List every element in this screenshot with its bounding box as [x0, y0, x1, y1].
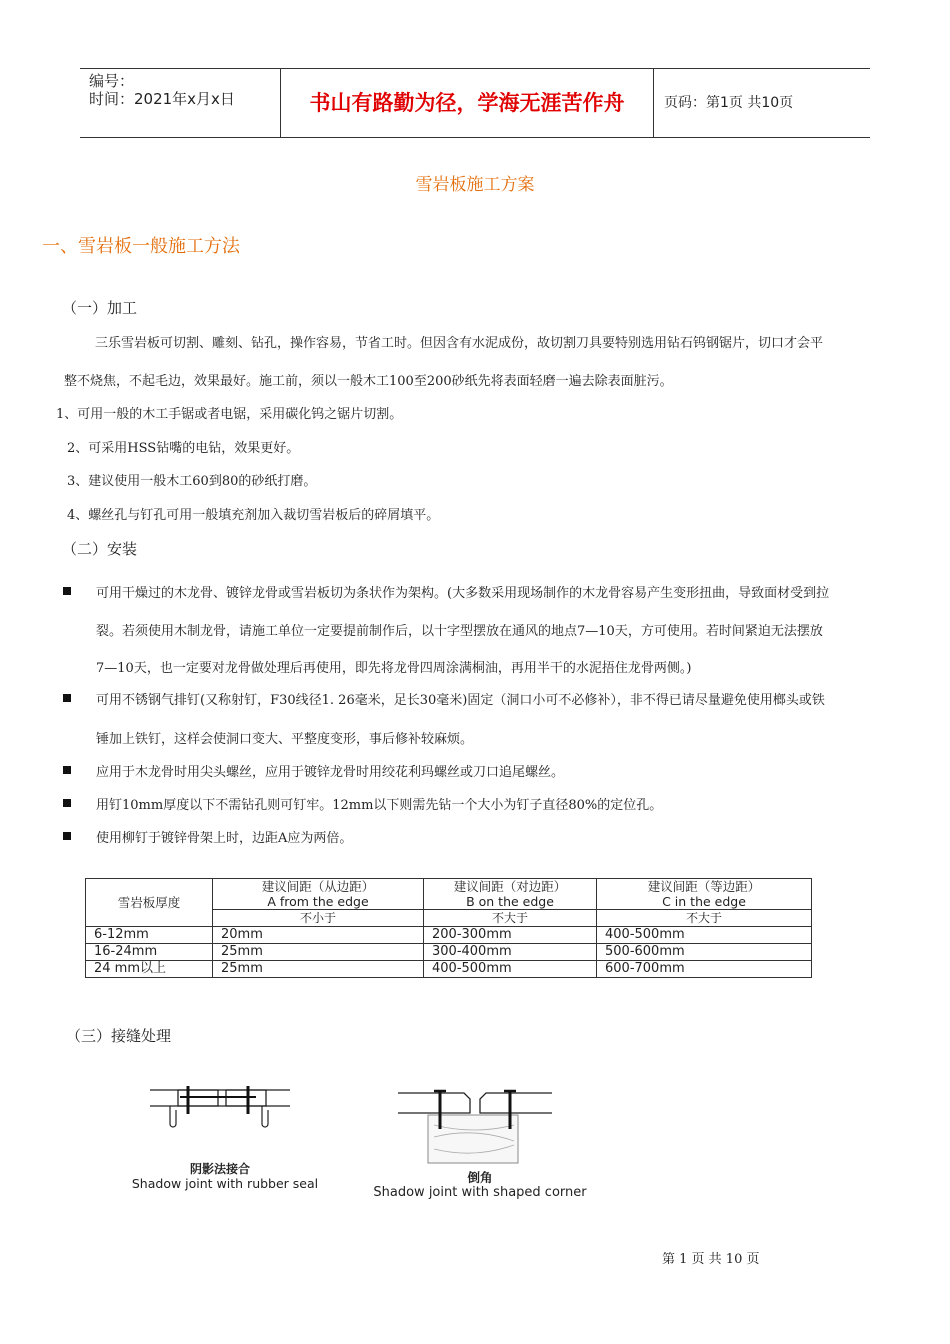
table-subheader: 不大于: [424, 910, 597, 927]
header-meta-cell: [80, 69, 281, 137]
table-header-b: [424, 879, 597, 910]
table-header-a-en: A from the edge: [267, 894, 369, 909]
install-bullet-line: 7—10天，也一定要对龙骨做处理后再使用，即先将龙骨四周涂满桐油，再用半干的水泥捂住龙骨两侧。): [96, 661, 692, 676]
table-row: [86, 927, 812, 944]
figure-caption-en: Shadow joint with rubber seal: [131, 1176, 319, 1191]
table-header-a-zh: 建议间距（从边距）: [261, 879, 375, 894]
page-header: [80, 68, 870, 138]
install-bullet-line: 裂。若须使用木制龙骨，请施工单位一定要提前制作后，以十字型摆放在通风的地点7—10天，方可使用。若时间紧迫无法摆放: [96, 624, 823, 639]
table-header-c-zh: 建议间距（等边距）: [647, 879, 761, 894]
table-header-thickness: 雪岩板厚度: [86, 879, 213, 927]
processing-intro-line-1: 三乐雪岩板可切割、雕刻、钻孔，操作容易，节省工时。但因含有水泥成份，故切割刀具要特别选用钻石钨钢锯片，切口才会平: [95, 336, 824, 351]
subsection-install-heading: （二）安装: [62, 540, 138, 558]
table-cell: 24 mm以上: [86, 961, 213, 978]
bullet-marker: [63, 799, 71, 807]
table-cell: 16-24mm: [86, 944, 213, 961]
table-cell: 200-300mm: [424, 927, 597, 944]
document-title: 雪岩板施工方案: [415, 175, 535, 195]
install-bullet-line: 锤加上铁钉，这样会使洞口变大、平整度变形，事后修补较麻烦。: [96, 732, 474, 747]
bullet-marker: [63, 832, 71, 840]
table-row: [86, 944, 812, 961]
table-subheader: 不大于: [597, 910, 812, 927]
subsection-processing-heading: （一）加工: [62, 299, 138, 317]
table-cell: 20mm: [213, 927, 424, 944]
processing-item: 3、建议使用一般木工60到80的砂纸打磨。: [67, 474, 317, 489]
table-cell: 500-600mm: [597, 944, 812, 961]
install-bullet-line: 可用干燥过的木龙骨、镀锌龙骨或雪岩板切为条状作为架构。(大多数采用现场制作的木龙骨容易产生变形扭曲，导致面材受到拉: [96, 586, 830, 601]
table-cell: 400-500mm: [424, 961, 597, 978]
page-footer: 第 1 页 共 10 页: [662, 1252, 760, 1267]
install-bullet-line: 可用不锈钢气排钉(又称射钉，F30线径1. 26毫米，足长30毫米)固定（洞口小可不必修补），非不得已请尽量避免使用榔头或铁: [96, 693, 825, 708]
bullet-marker: [63, 587, 71, 595]
bullet-marker: [63, 766, 71, 774]
table-subheader: 不小于: [213, 910, 424, 927]
processing-item: 2、可采用HSS钻嘴的电钻，效果更好。: [67, 441, 300, 456]
section-heading: 一、雪岩板一般施工方法: [42, 236, 240, 257]
shadow-joint-shaped-corner-diagram: [390, 1085, 560, 1165]
table-cell: 6-12mm: [86, 927, 213, 944]
subsection-joint-heading: （三）接缝处理: [66, 1027, 172, 1045]
table-cell: 600-700mm: [597, 961, 812, 978]
table-cell: 25mm: [213, 944, 424, 961]
header-motto: 书山有路勤为径，学海无涯苦作舟: [281, 69, 654, 137]
table-header-b-zh: 建议间距（对边距）: [453, 879, 567, 894]
figure-caption-zh: 阴影法接合: [189, 1162, 250, 1176]
table-header-c: [597, 879, 812, 910]
number-label: 编号：: [89, 72, 135, 90]
table-header-a: [213, 879, 424, 910]
install-bullet-line: 使用柳钉于镀锌骨架上时，边距A应为两倍。: [96, 831, 353, 846]
shadow-joint-rubber-seal-diagram: [140, 1080, 300, 1140]
bullet-marker: [63, 694, 71, 702]
spacing-table: [85, 878, 812, 978]
processing-intro-line-2: 整不烧焦，不起毛边，效果最好。施工前，须以一般木工100至200砂纸先将表面轻磨一遍去除表面脏污。: [64, 374, 673, 389]
figure-caption-en: Shadow joint with shaped corner: [373, 1185, 587, 1200]
table-cell: 300-400mm: [424, 944, 597, 961]
figure-caption-zh: 倒角: [467, 1170, 493, 1185]
install-bullet-line: 用钉10mm厚度以下不需钻孔则可钉牢。12mm以下则需先钻一个大小为钉子直径80%的定位孔。: [96, 798, 663, 813]
install-bullet-line: 应用于木龙骨时用尖头螺丝，应用于镀锌龙骨时用绞花利玛螺丝或刀口追尾螺丝。: [96, 765, 565, 780]
processing-item: 4、螺丝孔与钉孔可用一般填充剂加入裁切雪岩板后的碎屑填平。: [67, 508, 440, 523]
time-label: 时间：2021年x月x日: [89, 90, 235, 108]
table-row: [86, 961, 812, 978]
table-cell: 25mm: [213, 961, 424, 978]
processing-item: 1、可用一般的木工手锯或者电锯，采用碳化钨之锯片切割。: [56, 407, 403, 422]
header-page-info: 页码：第1页 共10页: [664, 95, 794, 111]
table-header-c-en: C in the edge: [662, 894, 746, 909]
table-cell: 400-500mm: [597, 927, 812, 944]
table-header-b-en: B on the edge: [466, 894, 554, 909]
